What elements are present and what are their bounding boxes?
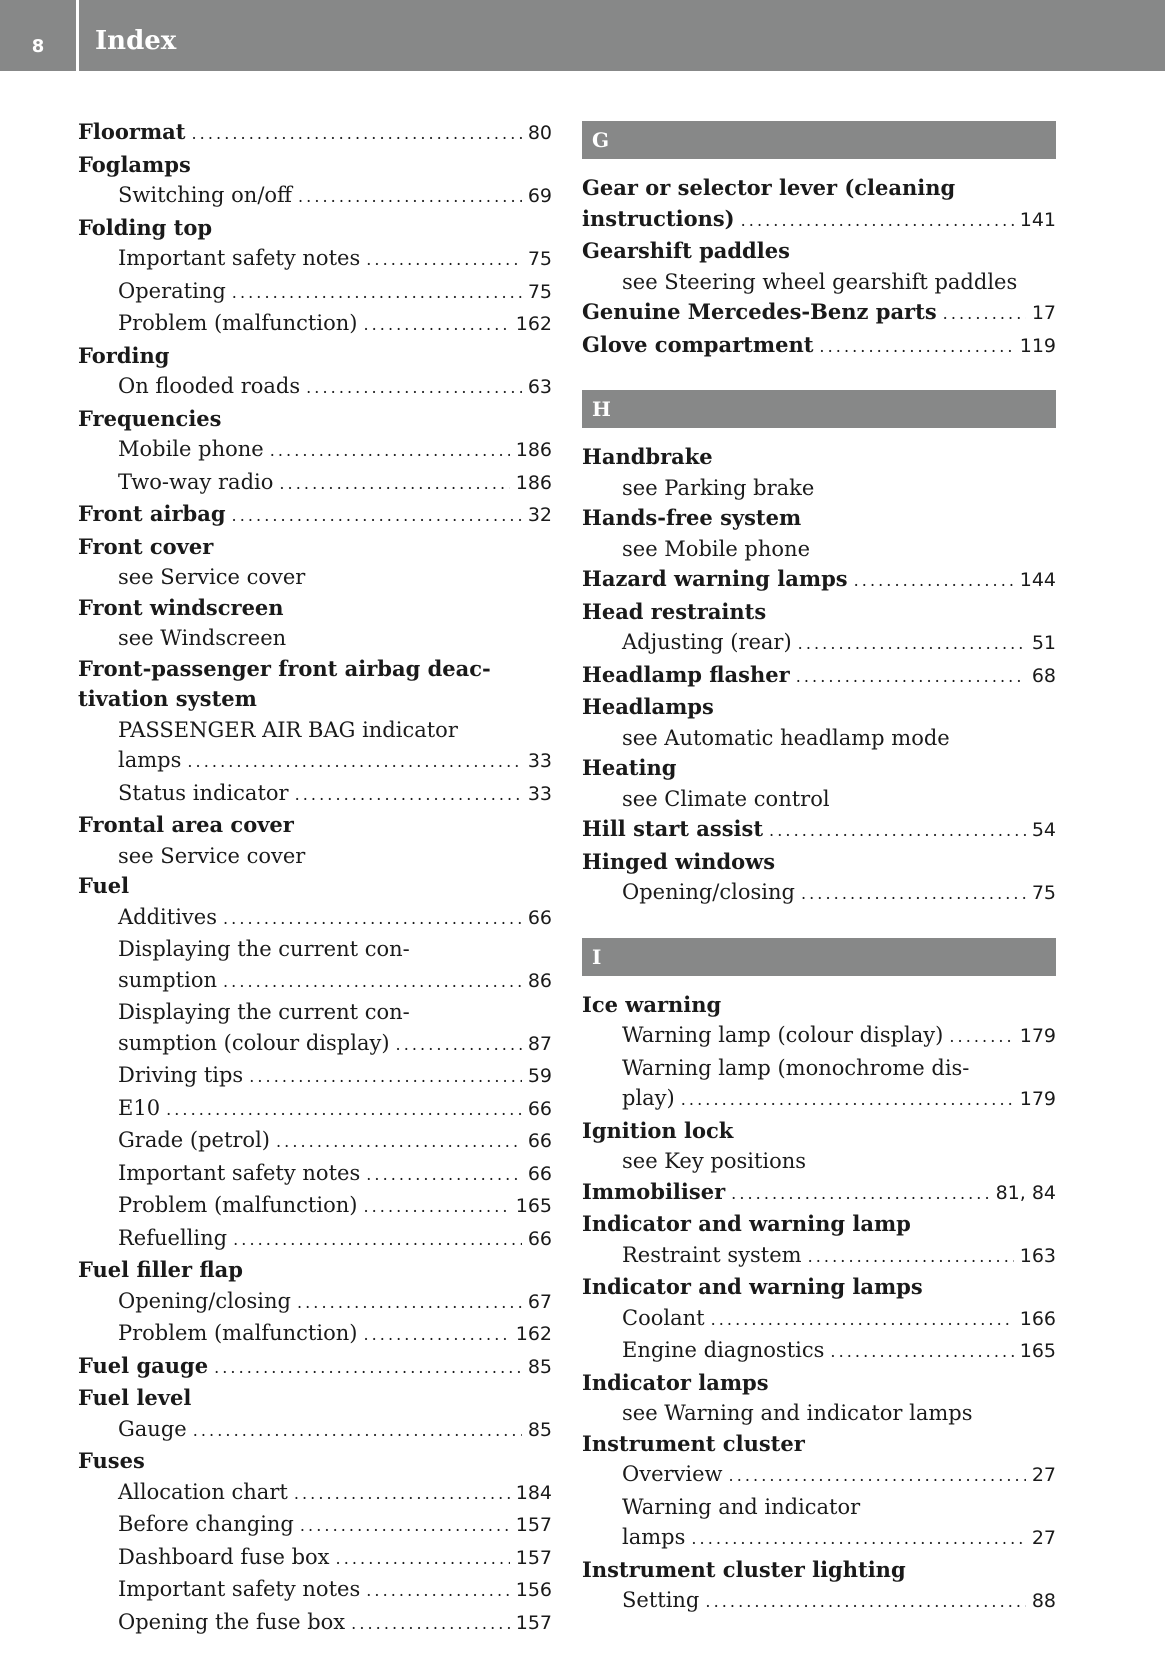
page-reference: 33 [527, 782, 552, 805]
entry-label: E10 [118, 1095, 161, 1120]
dot-leader [830, 1335, 1013, 1368]
index-entry [582, 814, 1056, 847]
index-subentry [582, 1459, 1056, 1492]
page-reference: 165 [515, 1195, 552, 1217]
entry-label: Hill start assist [582, 816, 764, 841]
header-divider [76, 0, 79, 71]
page-reference: 27 [1031, 1464, 1056, 1486]
entry-label: Problem (malfunction) [118, 311, 358, 335]
entry-label: Ice warning [582, 991, 722, 1017]
index-entry [582, 692, 1056, 723]
index-subentry [582, 1083, 1056, 1116]
index-subentry [78, 1093, 552, 1126]
page-reference: 162 [515, 1323, 552, 1345]
entry-label: Front airbag [78, 501, 226, 526]
entry-label: Opening the fuse box [118, 1609, 346, 1634]
page-reference: 75 [527, 280, 552, 303]
entry-label: Fuel filler flap [78, 1257, 243, 1282]
entry-label: see Climate control [622, 786, 830, 811]
entry-label: Fuses [78, 1448, 145, 1473]
index-subentry [582, 1053, 1056, 1084]
page-reference: 66 [527, 1130, 552, 1152]
entry-label: Allocation chart [118, 1479, 288, 1504]
index-subentry [78, 965, 552, 998]
entry-label: Adjusting (rear) [622, 630, 792, 654]
entry-label: see Windscreen [118, 626, 287, 650]
page-reference: 119 [1019, 334, 1056, 357]
entry-label: Front cover [78, 533, 214, 559]
page-reference: 186 [515, 471, 552, 494]
index-subentry [78, 276, 552, 309]
dot-leader [192, 117, 522, 150]
entry-label: Fording [78, 342, 170, 368]
index-entry [78, 871, 552, 902]
entry-label: see Service cover [118, 843, 306, 868]
entry-label: Displaying the current con- [118, 1000, 410, 1024]
entry-label: Warning lamp (monochrome dis- [622, 1055, 970, 1080]
entry-label: Grade (petrol) [118, 1128, 270, 1152]
entry-label: Hinged windows [582, 848, 776, 874]
index-entry [78, 684, 552, 715]
section-letter-header: H [582, 390, 1056, 428]
index-entry [78, 593, 552, 624]
index-entry [582, 597, 1056, 628]
index-subentry [78, 1060, 552, 1093]
entry-label: Genuine Mercedes-Benz parts [582, 299, 937, 324]
entry-label: Head restraints [582, 598, 767, 624]
entry-label: Instrument cluster lighting [582, 1556, 906, 1582]
entry-label: Mobile phone [118, 437, 264, 461]
dot-leader [396, 1028, 522, 1061]
entry-label: Problem (malfunction) [118, 1321, 358, 1345]
entry-label: Overview [622, 1462, 723, 1486]
dot-leader [796, 660, 1026, 693]
index-subentry [78, 997, 552, 1028]
index-entry [78, 654, 552, 685]
entry-label: On flooded roads [118, 374, 301, 398]
page-number: 8 [31, 36, 45, 57]
page-reference: 54 [1031, 819, 1056, 841]
entry-label: sumption (colour display) [118, 1030, 390, 1055]
entry-label: Warning lamp (colour display) [622, 1023, 944, 1047]
index-column-right [582, 117, 1056, 1618]
dot-leader [295, 778, 522, 811]
entry-label: instructions) [582, 205, 735, 231]
index-entry [582, 753, 1056, 784]
page-reference: 157 [515, 1611, 552, 1634]
index-entry [582, 503, 1056, 534]
index-entry [78, 1446, 552, 1477]
index-entry [582, 1555, 1056, 1586]
index-subentry [582, 1492, 1056, 1523]
entry-label: lamps [118, 748, 182, 772]
entry-label: Additives [118, 904, 217, 929]
entry-label: Important safety notes [118, 1160, 361, 1185]
dot-leader [731, 1177, 989, 1210]
section-gap [582, 362, 1056, 386]
entry-label: see Mobile phone [622, 536, 810, 561]
dot-leader [729, 1459, 1026, 1492]
page-reference: 63 [527, 376, 552, 398]
entry-label: Gearshift paddles [582, 238, 790, 263]
dot-leader [819, 330, 1013, 363]
index-entry [78, 1255, 552, 1286]
index-subentry [78, 371, 552, 404]
entry-label: see Automatic headlamp mode [622, 725, 950, 750]
entry-label: Front-passenger front airbag deac- [78, 655, 491, 681]
page-reference: 88 [1031, 1590, 1056, 1612]
entry-label: Heating [582, 755, 677, 780]
index-subentry [78, 902, 552, 935]
dot-leader [366, 243, 522, 276]
index-entry [582, 1429, 1056, 1460]
dot-leader [705, 1585, 1025, 1618]
page-reference: 156 [515, 1579, 552, 1601]
page-reference: 81, 84 [995, 1181, 1056, 1204]
dot-leader [363, 1318, 509, 1351]
index-entry [582, 1177, 1056, 1210]
page-reference: 66 [527, 1227, 552, 1250]
page-reference: 27 [1031, 1527, 1056, 1549]
index-subentry [582, 1303, 1056, 1336]
index-subentry [78, 467, 552, 500]
index-subentry [78, 180, 552, 213]
index-entry [78, 404, 552, 435]
dot-leader [808, 1240, 1014, 1273]
dot-leader [300, 1509, 510, 1542]
entry-label: Fuel level [78, 1385, 192, 1410]
index-entry [582, 1272, 1056, 1303]
index-entry [582, 660, 1056, 693]
dot-leader [249, 1060, 522, 1093]
dot-leader [214, 1351, 522, 1384]
page-reference: 67 [527, 1290, 552, 1313]
index-subentry [78, 1542, 552, 1575]
dot-leader [193, 1414, 522, 1447]
page-title: Index [95, 26, 177, 56]
entry-label: Dashboard fuse box [118, 1544, 330, 1569]
index-entry [78, 213, 552, 244]
entry-label: Immobiliser [582, 1178, 726, 1204]
index-subentry [582, 1020, 1056, 1053]
index-subentry [78, 623, 552, 654]
dot-leader [363, 1190, 509, 1223]
entry-label: Headlamp flasher [582, 661, 790, 687]
page-reference: 80 [527, 122, 552, 144]
page-header [0, 0, 1165, 71]
index-subentry [78, 1286, 552, 1319]
entry-label: Hazard warning lamps [582, 566, 848, 591]
index-subentry [78, 562, 552, 593]
entry-label: Gear or selector lever (cleaning [582, 175, 956, 200]
page-reference: 59 [527, 1065, 552, 1087]
entry-label: Fuel gauge [78, 1352, 209, 1378]
index-entry [78, 499, 552, 532]
page-reference: 66 [527, 1097, 552, 1120]
index-subentry [78, 1028, 552, 1061]
page-reference: 66 [527, 906, 552, 929]
index-subentry [78, 1509, 552, 1542]
entry-label: Glove compartment [582, 331, 814, 357]
dot-leader [943, 297, 1026, 330]
index-subentry [78, 1190, 552, 1223]
entry-label: Indicator and warning lamps [582, 1274, 923, 1299]
index-entry [582, 330, 1056, 363]
dot-leader [801, 877, 1026, 910]
entry-label: Status indicator [118, 780, 289, 805]
entry-label: Folding top [78, 214, 213, 240]
page-reference: 86 [527, 969, 552, 992]
dot-leader [270, 434, 510, 467]
dot-leader [711, 1303, 1014, 1336]
dot-leader [854, 564, 1014, 597]
page-reference: 163 [1019, 1244, 1056, 1267]
section-letter-header: I [582, 938, 1056, 976]
entry-label: Important safety notes [118, 246, 361, 270]
entry-label: Front windscreen [78, 594, 284, 620]
index-entry [582, 847, 1056, 878]
entry-label: Indicator lamps [582, 1369, 769, 1395]
page-reference: 186 [515, 439, 552, 461]
section-gap [582, 910, 1056, 934]
index-subentry [78, 243, 552, 276]
index-subentry [582, 723, 1056, 754]
entry-label: Displaying the current con- [118, 937, 410, 961]
entry-label: Foglamps [78, 151, 191, 177]
entry-label: Fuel [78, 873, 130, 898]
entry-label: Floormat [78, 119, 186, 144]
index-entry [78, 532, 552, 563]
index-entry [78, 341, 552, 372]
entry-label: see Key positions [622, 1149, 807, 1173]
entry-label: Frequencies [78, 405, 222, 431]
dot-leader [294, 1477, 510, 1510]
entry-label: Ignition lock [582, 1117, 734, 1143]
index-entry [582, 297, 1056, 330]
page-reference: 87 [527, 1032, 552, 1055]
page-reference: 33 [527, 750, 552, 772]
entry-label: see Warning and indicator lamps [622, 1401, 973, 1425]
entry-label: Opening/closing [622, 880, 795, 904]
page-reference: 85 [527, 1418, 552, 1441]
index-subentry [78, 1574, 552, 1607]
entry-label: Restraint system [622, 1242, 802, 1267]
dot-leader [691, 1522, 1025, 1555]
index-entry [582, 204, 1056, 237]
index-entry [78, 1351, 552, 1384]
index-entry [582, 236, 1056, 267]
page-reference: 162 [515, 313, 552, 335]
page-reference: 75 [1031, 882, 1056, 904]
index-subentry [78, 308, 552, 341]
page-reference: 17 [1031, 302, 1056, 324]
index-subentry [582, 1240, 1056, 1273]
entry-label: Operating [118, 278, 226, 303]
page-reference: 179 [1019, 1088, 1056, 1110]
index-subentry [582, 877, 1056, 910]
dot-leader [363, 308, 509, 341]
dot-leader [276, 1125, 522, 1158]
entry-label: Frontal area cover [78, 812, 294, 837]
page-reference: 157 [515, 1514, 552, 1536]
page-reference: 85 [527, 1355, 552, 1378]
index-subentry [78, 715, 552, 746]
index-subentry [78, 841, 552, 872]
dot-leader [223, 965, 522, 998]
dot-leader [166, 1093, 522, 1126]
dot-leader [187, 745, 521, 778]
index-entry [582, 1116, 1056, 1147]
page-reference: 69 [527, 185, 552, 207]
entry-label: Instrument cluster [582, 1430, 805, 1456]
index-entry [78, 150, 552, 181]
dot-leader [366, 1574, 510, 1607]
dot-leader [351, 1607, 510, 1640]
entry-label: Setting [622, 1588, 700, 1612]
index-subentry [78, 1223, 552, 1256]
entry-label: Handbrake [582, 444, 713, 469]
entry-label: see Steering wheel gearshift paddles [622, 269, 1018, 294]
dot-leader [298, 180, 522, 213]
page-reference: 165 [1019, 1340, 1056, 1362]
entry-label: Problem (malfunction) [118, 1193, 358, 1217]
index-subentry [582, 784, 1056, 815]
index-entry [582, 564, 1056, 597]
index-subentry [78, 745, 552, 778]
page-reference: 141 [1019, 208, 1056, 231]
page-reference: 157 [515, 1546, 552, 1569]
entry-label: sumption [118, 967, 217, 992]
entry-label: Before changing [118, 1512, 294, 1536]
entry-label: Driving tips [118, 1063, 244, 1087]
entry-label: PASSENGER AIR BAG indicator [118, 717, 458, 742]
entry-label: Opening/closing [118, 1288, 291, 1313]
index-entry [78, 117, 552, 150]
page-reference: 184 [515, 1481, 552, 1504]
page-reference: 66 [527, 1162, 552, 1185]
index-subentry [78, 1318, 552, 1351]
entry-label: tivation system [78, 686, 257, 711]
entry-label: Coolant [622, 1305, 705, 1330]
dot-leader [232, 499, 522, 532]
index-entry [582, 173, 1056, 204]
dot-leader [798, 627, 1026, 660]
index-subentry [78, 434, 552, 467]
index-subentry [582, 1146, 1056, 1177]
index-subentry [582, 534, 1056, 565]
index-subentry [582, 1335, 1056, 1368]
dot-leader [681, 1083, 1014, 1116]
entry-label: Switching on/off [118, 183, 292, 207]
index-subentry [78, 1607, 552, 1640]
section-letter-header: G [582, 121, 1056, 159]
entry-label: Warning and indicator [622, 1494, 861, 1519]
entry-label: Hands-free system [582, 505, 802, 530]
index-subentry [582, 1398, 1056, 1429]
index-subentry [78, 1477, 552, 1510]
dot-leader [336, 1542, 510, 1575]
index-entry [582, 442, 1056, 473]
page-reference: 166 [1019, 1307, 1056, 1330]
index-subentry [582, 473, 1056, 504]
dot-leader [233, 1223, 522, 1256]
index-subentry [582, 627, 1056, 660]
index-entry [582, 990, 1056, 1021]
index-subentry [78, 934, 552, 965]
entry-label: Two-way radio [118, 469, 274, 494]
page-reference: 75 [527, 248, 552, 270]
dot-leader [306, 371, 522, 404]
page-reference: 144 [1019, 569, 1056, 591]
entry-label: Indicator and warning lamp [582, 1211, 911, 1236]
dot-leader [769, 814, 1026, 847]
index-subentry [582, 267, 1056, 298]
page-reference: 179 [1019, 1025, 1056, 1047]
index-subentry [78, 1125, 552, 1158]
page-reference: 32 [527, 504, 552, 526]
entry-label: see Parking brake [622, 475, 815, 500]
page-reference: 68 [1031, 664, 1056, 687]
index-column-left [78, 117, 552, 1639]
dot-leader [297, 1286, 522, 1319]
dot-leader [949, 1020, 1013, 1053]
index-subentry [78, 1158, 552, 1191]
index-subentry [78, 1414, 552, 1447]
page-reference: 51 [1031, 632, 1056, 654]
index-entry [78, 810, 552, 841]
entry-label: Engine diagnostics [622, 1338, 825, 1362]
dot-leader [232, 276, 522, 309]
entry-label: Headlamps [582, 694, 714, 719]
index-subentry [582, 1585, 1056, 1618]
dot-leader [741, 204, 1014, 237]
entry-label: Important safety notes [118, 1577, 361, 1601]
index-entry [78, 1383, 552, 1414]
entry-label: see Service cover [118, 565, 306, 589]
entry-label: lamps [622, 1525, 686, 1549]
entry-label: play) [622, 1086, 675, 1110]
dot-leader [279, 467, 509, 500]
entry-label: Gauge [118, 1416, 187, 1441]
index-subentry [582, 1522, 1056, 1555]
index-entry [582, 1368, 1056, 1399]
index-subentry [78, 778, 552, 811]
index-entry [582, 1209, 1056, 1240]
dot-leader [366, 1158, 522, 1191]
entry-label: Refuelling [118, 1225, 228, 1250]
dot-leader [223, 902, 522, 935]
